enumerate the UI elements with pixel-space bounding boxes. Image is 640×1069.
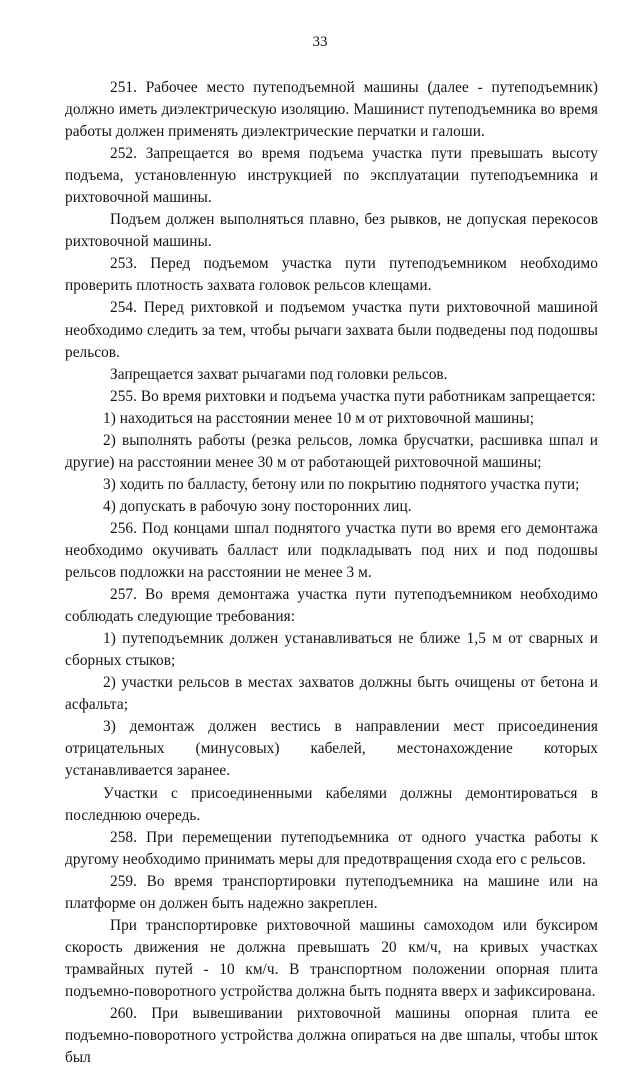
paragraph-260: 260. При вывешивании рихтовочной машины опорная плита ее подъемно-поворотного устройства должна опираться на две шпалы, чтобы шток был <box>65 1004 598 1067</box>
list-item-257-1: 1) путеподъемник должен устанавливаться не ближе 1,5 м от сварных и сборных стыков; <box>65 630 598 670</box>
list-item-257-2: 2) участки рельсов в местах захватов должны быть очищены от бетона и асфальта; <box>65 674 598 714</box>
paragraph-lift-smoothness: Подъем должен выполняться плавно, без рывков, не допуская перекосов рихтовочной машины. <box>65 211 598 251</box>
document-body <box>65 77 598 1069</box>
paragraph-251: 251. Рабочее место путеподъемной машины (далее - путеподъемник) должно иметь диэлектрическую изоляцию. Машинист путеподъемника во время работы должен применять диэлектрические перчатки и галоши. <box>65 79 598 141</box>
paragraph-cables-last: Участки с присоединенными кабелями должны демонтироваться в последнюю очередь. <box>65 784 598 824</box>
list-item-255-1: 1) находиться на расстоянии менее 10 м от рихтовочной машины; <box>103 409 535 427</box>
paragraph-259: 259. Во время транспортировки путеподъемника на машине или на платформе он должен быть надежно закреплен. <box>65 872 598 912</box>
paragraph-253: 253. Перед подъемом участка пути путеподъемником необходимо проверить плотность захвата головок рельсов клещами. <box>65 255 598 295</box>
paragraph-257: 257. Во время демонтажа участка пути путеподъемником необходимо соблюдать следующие требования: <box>65 586 598 626</box>
paragraph-grip-prohibition: Запрещается захват рычагами под головки рельсов. <box>110 365 448 383</box>
list-item-255-2: 2) выполнять работы (резка рельсов, ломка брусчатки, расшивка шпал и другие) на расстоянии менее 30 м от работающей рихтовочной машины; <box>65 431 598 471</box>
paragraph-254: 254. Перед рихтовкой и подъемом участка пути рихтовочной машиной необходимо следить за тем, чтобы рычаги захвата были подведены под подошвы рельсов. <box>65 299 598 361</box>
list-item-257-3: 3) демонтаж должен вестись в направлении мест присоединения отрицательных (минусовых) кабелей, местонахождение которых устанавливается заранее. <box>65 718 598 780</box>
paragraph-transport-speed: При транспортировке рихтовочной машины самоходом или буксиром скорость движения не должна превышать 20 км/ч, на кривых участках трамвайных путей - 10 км/ч. В транспортном положении опорная плита подъемно-поворотного устройства должна быть поднята вверх и зафиксирована. <box>65 916 598 1000</box>
list-item-255-3: 3) ходить по балласту, бетону или по покрытию поднятого участка пути; <box>103 475 580 493</box>
paragraph-252: 252. Запрещается во время подъема участка пути превышать высоту подъема, установленную инструкцией по эксплуатации путеподъемника и рихтовочной машины. <box>65 145 598 207</box>
page-number: 33 <box>312 34 328 50</box>
paragraph-255: 255. Во время рихтовки и подъема участка пути работникам запрещается: <box>110 387 596 405</box>
paragraph-256: 256. Под концами шпал поднятого участка пути во время его демонтажа необходимо окучивать балласт или подкладывать под них и под подошвы рельсов подложки на расстоянии не менее 3 м. <box>65 519 598 582</box>
paragraph-258: 258. При перемещении путеподъемника от одного участка работы к другому необходимо принимать меры для предотвращения схода его с рельсов. <box>65 828 598 868</box>
list-item-255-4: 4) допускать в рабочую зону посторонних лиц. <box>103 497 412 515</box>
